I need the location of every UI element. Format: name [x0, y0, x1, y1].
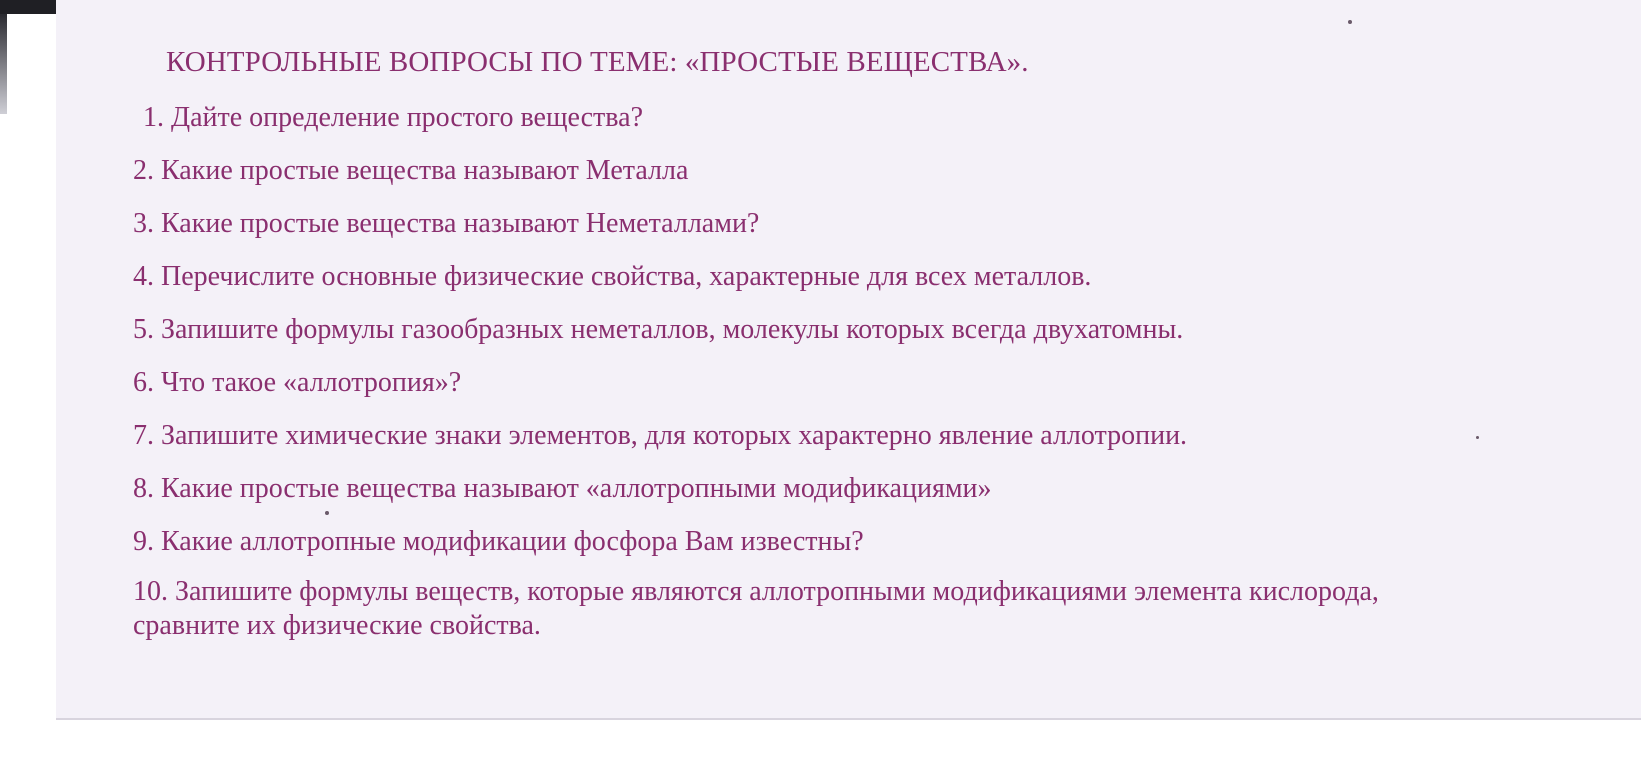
question-item: 4. Перечислите основные физические свойства, характерные для всех металлов.: [133, 261, 1092, 292]
question-item: 9. Какие аллотропные модификации фосфора Вам известны?: [133, 526, 864, 557]
question-item: 5. Запишите формулы газообразных неметаллов, молекулы которых всегда двухатомны.: [133, 314, 1184, 345]
scan-speck: [1476, 436, 1479, 439]
question-item-last: [133, 575, 1593, 643]
question-line: 10. Запишите формулы веществ, которые являются аллотропными модификациями элемента кислорода,: [133, 576, 1379, 607]
question-item: 2. Какие простые вещества называют Металла: [133, 155, 689, 186]
question-item: 3. Какие простые вещества называют Неметаллами?: [133, 208, 760, 239]
question-line: сравните их физические свойства.: [133, 610, 541, 641]
question-item: 7. Запишите химические знаки элементов, для которых характерно явление аллотропии.: [133, 420, 1188, 451]
question-item: 1. Дайте определение простого вещества?: [143, 102, 643, 133]
scan-edge-left: [0, 14, 7, 114]
scan-edge-top: [0, 0, 62, 14]
document-title: КОНТРОЛЬНЫЕ ВОПРОСЫ ПО ТЕМЕ: «ПРОСТЫЕ ВЕЩЕСТВА».: [166, 46, 1029, 78]
question-item: 8. Какие простые вещества называют «аллотропными модификациями»: [133, 473, 992, 504]
scan-speck: [1348, 20, 1352, 24]
scan-speck: [325, 511, 329, 515]
question-list: [133, 98, 1593, 643]
question-item: 6. Что такое «аллотропия»?: [133, 367, 462, 398]
